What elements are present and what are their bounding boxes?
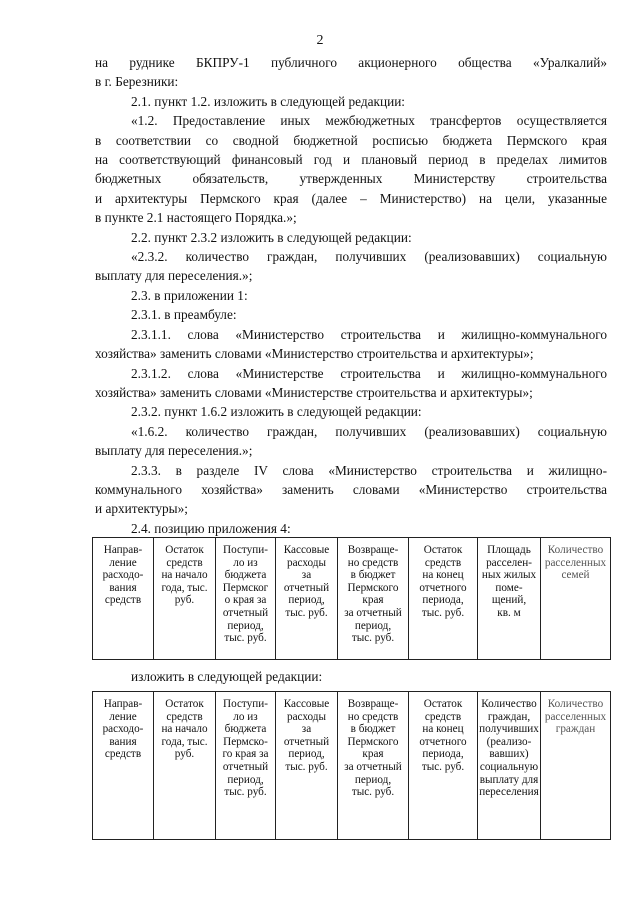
table-header-cell: Количество расселенных граждан <box>541 692 611 840</box>
text-after-table: изложить в следующей редакции: <box>131 669 323 684</box>
table-new-position <box>92 691 611 840</box>
paragraph-line: на руднике БКПРУ-1 публичного акционерного общества «Уралкалий» <box>95 55 607 70</box>
table-header-cell: Остаток средств на конец отчетного периода, тыс. руб. <box>409 538 478 660</box>
table-header-cell: Направ- ление расходо- вания средств <box>93 538 154 660</box>
paragraph-line: «1.2. Предоставление иных межбюджетных трансфертов осуществляется <box>131 113 607 129</box>
paragraph-line: в пункте 2.1 настоящего Порядка.»; <box>95 210 297 226</box>
table-header-cell: Количество граждан, получивших (реализо- вавших) социальную выплату для переселения <box>478 692 541 840</box>
paragraph-line: 2.1. пункт 1.2. изложить в следующей редакции: <box>131 93 406 109</box>
paragraph-line: 2.3.3. в разделе IV слова «Министерство строительства и жилищно- <box>131 462 607 478</box>
paragraph-line: 2.4. позицию приложения 4: <box>131 520 291 536</box>
table-header-cell: Кассовые расходы за отчетный период, тыс. руб. <box>276 692 338 840</box>
paragraph-line: выплату для переселения.»; <box>95 443 253 459</box>
paragraph-line: и архитектуры»; <box>95 501 188 517</box>
paragraph-line: 2.3.1.1. слова «Министерство строительства и жилищно-коммунального <box>131 326 607 342</box>
table-header-cell: Остаток средств на начало года, тыс. руб. <box>154 692 216 840</box>
table-header-cell: Поступи- ло из бюджета Пермског о края за отчетный период, тыс. руб. <box>216 538 276 660</box>
paragraph-line: 2.2. пункт 2.3.2 изложить в следующей редакции: <box>131 229 412 245</box>
paragraph-line: 2.3. в приложении 1: <box>131 287 248 303</box>
table-header-cell: Возвраще- но средств в бюджет Пермского края за отчетный период, тыс. руб. <box>338 692 409 840</box>
paragraph-line: на соответствующий финансовый год и плановый период в пределах лимитов <box>95 152 607 168</box>
table-header-cell: Остаток средств на начало года, тыс. руб. <box>154 538 216 660</box>
table-header-cell: Остаток средств на конец отчетного периода, тыс. руб. <box>409 692 478 840</box>
paragraph-line: «1.6.2. количество граждан, получивших (реализовавших) социальную <box>131 423 607 439</box>
table-header-row <box>93 692 611 840</box>
paragraph-line: 2.3.1.2. слова «Министерстве строительства и жилищно-коммунального <box>131 365 607 381</box>
table-header-cell: Количество расселенных семей <box>541 538 611 660</box>
document-body <box>95 53 607 538</box>
paragraph-line: хозяйства» заменить словами «Министерство строительства и архитектуры»; <box>95 346 534 362</box>
paragraph-line: в г. Березники: <box>95 74 179 90</box>
table-header-cell: Площадь расселен- ных жилых поме- щений, кв. м <box>478 538 541 660</box>
table-header-cell: Кассовые расходы за отчетный период, тыс. руб. <box>276 538 338 660</box>
table-header-cell: Направ- ление расходо- вания средств <box>93 692 154 840</box>
paragraph-line: 2.3.1. в преамбуле: <box>131 307 237 323</box>
paragraph-line: коммунального хозяйства» заменить словами «Министерство строительства <box>95 481 607 497</box>
paragraph-line: в соответствии со сводной бюджетной росписью бюджета Пермского края <box>95 132 607 148</box>
paragraph-line: бюджетных обязательств, утвержденных Министерству строительства <box>95 171 607 187</box>
paragraph-line: выплату для переселения.»; <box>95 268 253 284</box>
table-header-cell: Возвраще- но средств в бюджет Пермского края за отчетный период, тыс. руб. <box>338 538 409 660</box>
paragraph-line: и архитектуры Пермского края (далее – Министерство) на цели, указанные <box>95 190 607 206</box>
page-number: 2 <box>316 33 324 48</box>
paragraph-line: хозяйства» заменить словами «Министерстве строительства и архитектуры»; <box>95 384 533 400</box>
table-header-row <box>93 538 611 660</box>
table-header-cell: Поступи- ло из бюджета Пермско- го края за отчетный период, тыс. руб. <box>216 692 276 840</box>
paragraph-line: «2.3.2. количество граждан, получивших (реализовавших) социальную <box>131 249 607 265</box>
table-old-position <box>92 537 611 660</box>
paragraph-line: 2.3.2. пункт 1.6.2 изложить в следующей редакции: <box>131 404 422 420</box>
